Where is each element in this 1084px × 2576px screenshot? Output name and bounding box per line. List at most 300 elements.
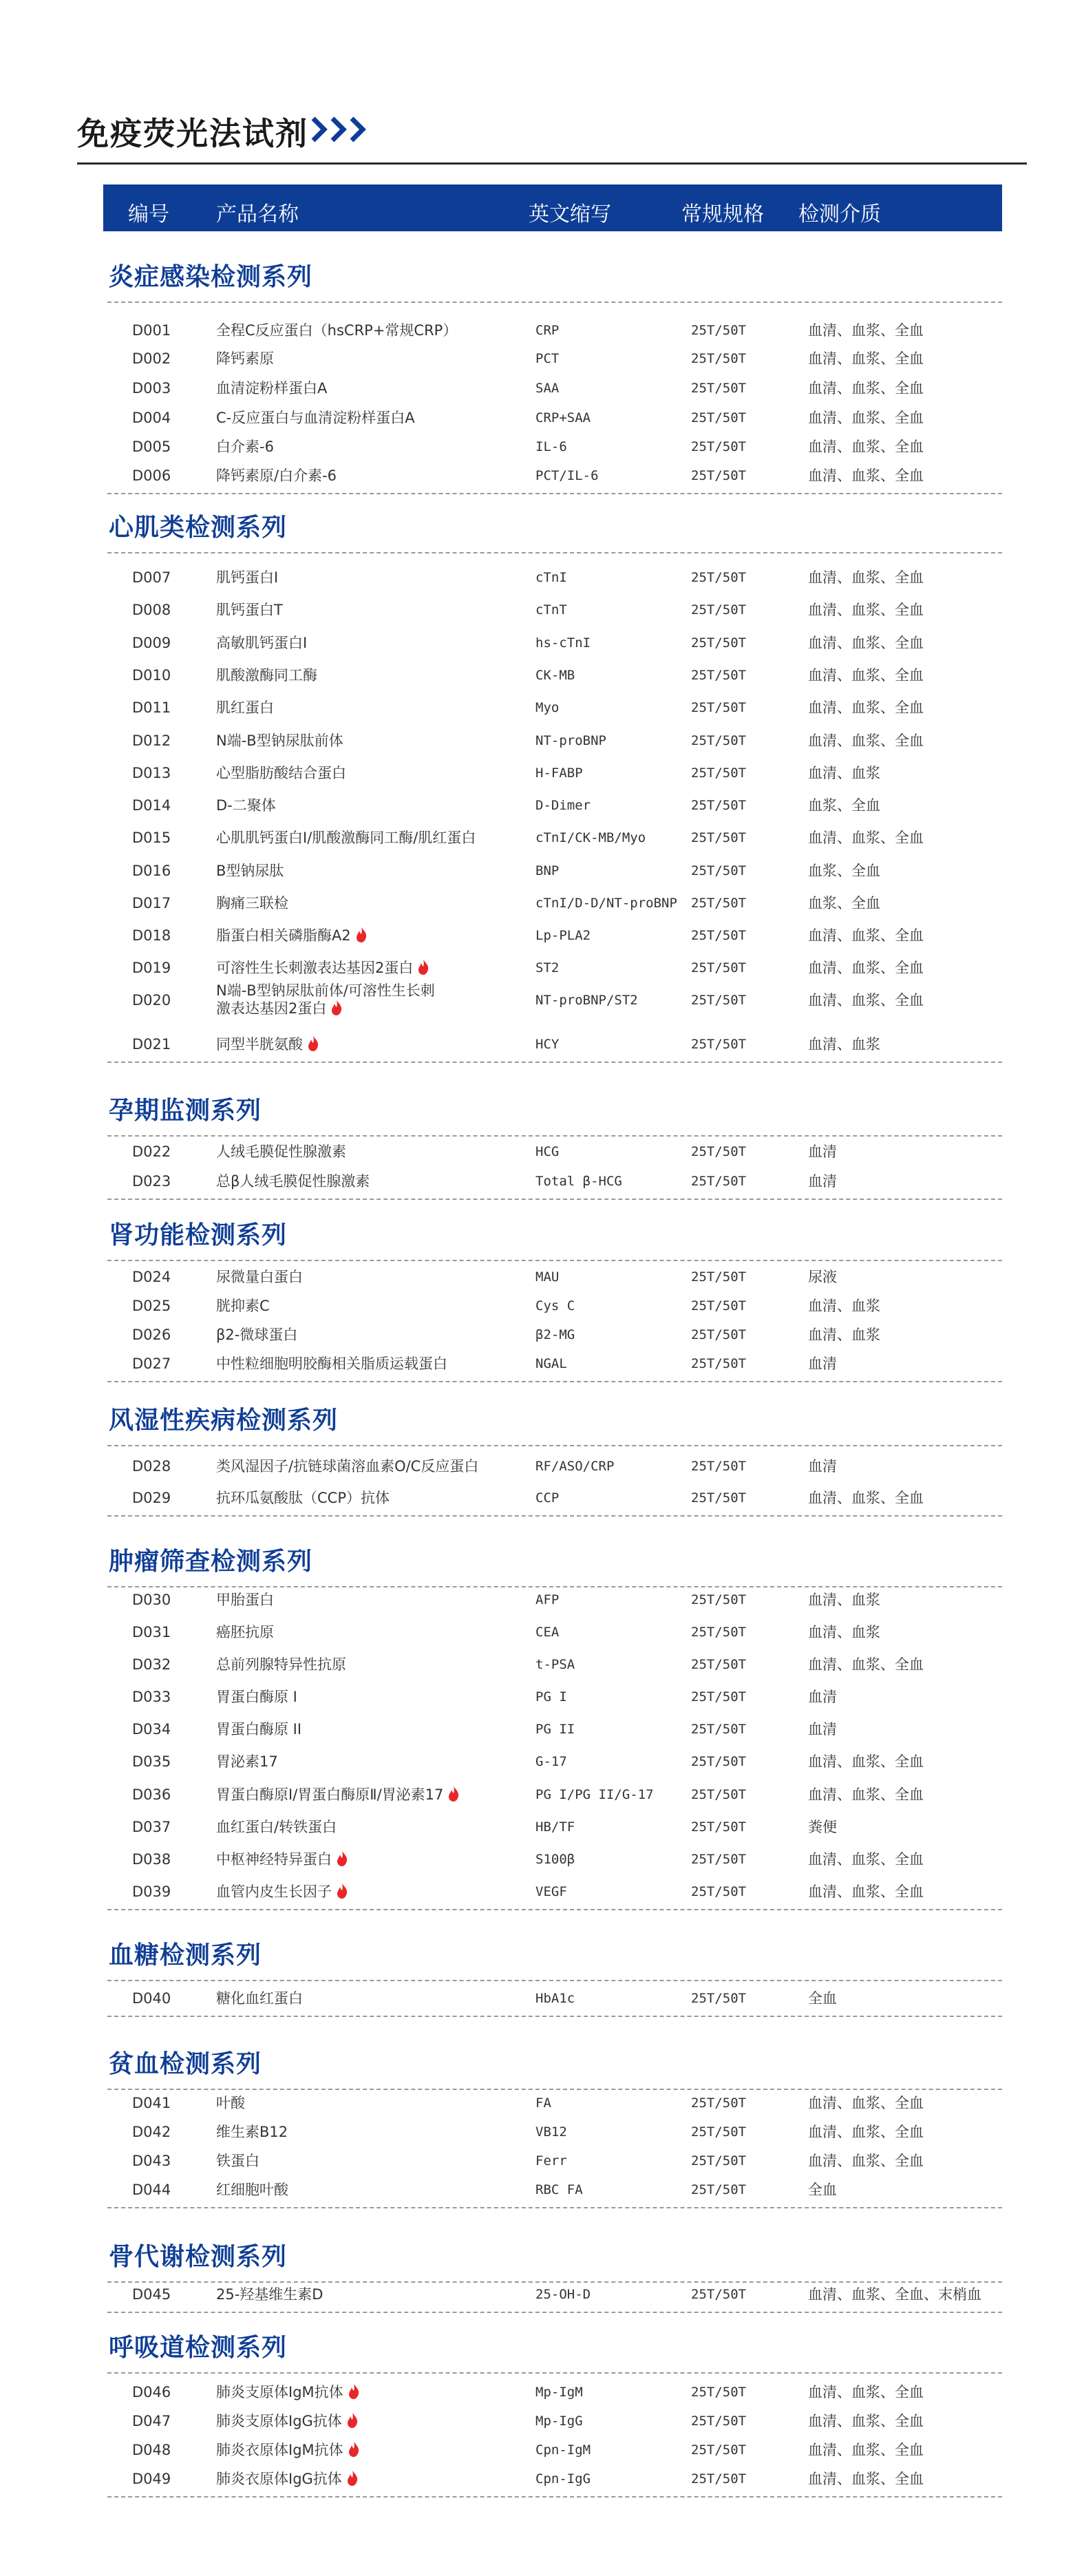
hot-flame-icon bbox=[336, 1883, 348, 1899]
product-spec: 25T/50T bbox=[691, 2471, 747, 2487]
product-abbr: CCP bbox=[535, 1490, 560, 1506]
product-name bbox=[216, 1035, 319, 1053]
product-spec: 25T/50T bbox=[691, 1819, 747, 1835]
product-medium: 血浆、全血 bbox=[808, 797, 880, 814]
product-abbr: Ferr bbox=[535, 2153, 567, 2168]
product-name: 类风湿因子/抗链球菌溶血素O/C反应蛋白 bbox=[216, 1458, 479, 1475]
product-spec: 25T/50T bbox=[691, 1657, 747, 1672]
product-code: D008 bbox=[132, 602, 171, 618]
product-spec: 25T/50T bbox=[691, 1490, 747, 1506]
product-spec: 25T/50T bbox=[691, 1754, 747, 1769]
product-spec: 25T/50T bbox=[691, 2095, 747, 2111]
product-name: 高敏肌钙蛋白I bbox=[216, 635, 308, 651]
product-code: D017 bbox=[132, 895, 171, 911]
product-medium: 血清 bbox=[808, 1689, 837, 1705]
product-abbr: Total β-HCG bbox=[535, 1174, 622, 1189]
product-spec: 25T/50T bbox=[691, 863, 747, 878]
product-code: D041 bbox=[132, 2095, 171, 2111]
chevron-arrows-icon bbox=[311, 116, 366, 143]
product-code: D007 bbox=[132, 569, 171, 586]
product-abbr: CRP bbox=[535, 323, 560, 338]
product-code: D025 bbox=[132, 1298, 171, 1314]
product-name-text: 肺炎衣原体IgM抗体 bbox=[216, 2442, 343, 2458]
dashed-divider bbox=[107, 2089, 1002, 2090]
product-spec: 25T/50T bbox=[691, 2385, 747, 2400]
product-abbr: HCY bbox=[535, 1037, 560, 1052]
section-title: 心肌类检测系列 bbox=[109, 514, 288, 542]
product-name: 血红蛋白/转铁蛋白 bbox=[216, 1819, 337, 1835]
product-medium: 血清、血浆、全血 bbox=[808, 667, 924, 684]
product-abbr: IL-6 bbox=[535, 439, 567, 454]
product-medium: 血清、血浆、全血 bbox=[808, 1786, 924, 1803]
product-abbr: FA bbox=[535, 2095, 551, 2111]
product-code: D047 bbox=[132, 2413, 171, 2429]
product-abbr: HbA1c bbox=[535, 1991, 575, 2006]
header-name: 产品名称 bbox=[216, 202, 299, 226]
product-name-text: 中枢神经特异蛋白 bbox=[216, 1851, 332, 1868]
product-medium: 血清 bbox=[808, 1721, 837, 1738]
product-name: 尿微量白蛋白 bbox=[216, 1269, 303, 1285]
product-code: D040 bbox=[132, 1990, 171, 2007]
product-code: D048 bbox=[132, 2442, 171, 2458]
product-spec: 25T/50T bbox=[691, 468, 747, 483]
product-spec: 25T/50T bbox=[691, 798, 747, 813]
product-medium: 血清、血浆、全血 bbox=[808, 2413, 924, 2429]
product-medium: 血清 bbox=[808, 1173, 837, 1190]
product-name-line2 bbox=[216, 1000, 435, 1017]
product-spec: 25T/50T bbox=[691, 602, 747, 617]
product-name: 白介素-6 bbox=[216, 439, 274, 455]
product-name: 癌胚抗原 bbox=[216, 1624, 274, 1640]
product-code: D021 bbox=[132, 1036, 171, 1053]
product-medium: 血清、血浆 bbox=[808, 1036, 880, 1053]
product-abbr: HCG bbox=[535, 1144, 560, 1159]
product-medium: 血清、血浆 bbox=[808, 1298, 880, 1314]
product-medium: 血清、血浆、全血 bbox=[808, 439, 924, 455]
header-abbr: 英文缩写 bbox=[529, 202, 611, 226]
product-code: D042 bbox=[132, 2124, 171, 2140]
product-medium: 血清、血浆、全血 bbox=[808, 1851, 924, 1868]
product-abbr: H-FABP bbox=[535, 766, 583, 781]
hot-flame-icon bbox=[346, 2412, 359, 2429]
product-abbr: VB12 bbox=[535, 2124, 567, 2140]
product-medium: 血清、血浆、全血 bbox=[808, 602, 924, 618]
product-spec: 25T/50T bbox=[691, 381, 747, 396]
product-name-line2-text: 激表达基因2蛋白 bbox=[216, 1000, 327, 1017]
product-code: D001 bbox=[132, 322, 171, 339]
dashed-divider bbox=[107, 1381, 1002, 1382]
product-code: D002 bbox=[132, 350, 171, 367]
product-medium: 血浆、全血 bbox=[808, 863, 880, 879]
product-abbr: Cys C bbox=[535, 1298, 575, 1313]
product-spec: 25T/50T bbox=[691, 323, 747, 338]
product-code: D004 bbox=[132, 410, 171, 426]
product-name: 胃泌素17 bbox=[216, 1753, 278, 1770]
product-medium: 血清 bbox=[808, 1458, 837, 1475]
product-abbr: NT-proBNP bbox=[535, 733, 606, 748]
product-code: D037 bbox=[132, 1819, 171, 1835]
product-abbr: PG I/PG II/G-17 bbox=[535, 1787, 654, 1802]
dashed-divider bbox=[107, 2372, 1002, 2374]
product-abbr: β2-MG bbox=[535, 1327, 575, 1342]
product-name bbox=[216, 2383, 360, 2401]
hot-flame-icon bbox=[348, 2441, 360, 2458]
product-medium: 血清、血浆、全血 bbox=[808, 732, 924, 749]
product-medium: 血清、血浆、全血 bbox=[808, 410, 924, 426]
product-abbr: PCT/IL-6 bbox=[535, 468, 599, 483]
product-medium: 血清、血浆、全血 bbox=[808, 699, 924, 716]
product-name-text: 肺炎衣原体IgG抗体 bbox=[216, 2471, 342, 2487]
section-title: 孕期监测系列 bbox=[109, 1097, 262, 1125]
product-name: 肌酸激酶同工酶 bbox=[216, 667, 317, 684]
product-abbr: S100β bbox=[535, 1852, 575, 1867]
product-name bbox=[216, 982, 435, 1017]
product-medium: 血清、血浆、全血 bbox=[808, 322, 924, 339]
product-spec: 25T/50T bbox=[691, 1592, 747, 1607]
dashed-divider bbox=[107, 2016, 1002, 2017]
product-name bbox=[216, 1850, 348, 1868]
product-name: 叶酸 bbox=[216, 2095, 245, 2111]
product-code: D032 bbox=[132, 1656, 171, 1673]
product-name: 胱抑素C bbox=[216, 1298, 270, 1314]
hot-flame-icon bbox=[330, 1000, 343, 1016]
hot-flame-icon bbox=[447, 1786, 460, 1802]
dashed-divider bbox=[107, 1062, 1002, 1063]
product-spec: 25T/50T bbox=[691, 1689, 747, 1704]
product-spec: 25T/50T bbox=[691, 410, 747, 425]
product-code: D012 bbox=[132, 732, 171, 749]
product-name bbox=[216, 2441, 360, 2459]
product-code: D038 bbox=[132, 1851, 171, 1868]
product-name: 胃蛋白酶原 I bbox=[216, 1689, 297, 1705]
product-spec: 25T/50T bbox=[691, 1144, 747, 1159]
dashed-divider bbox=[107, 1260, 1002, 1261]
header-medium: 检测介质 bbox=[798, 202, 881, 226]
product-code: D031 bbox=[132, 1624, 171, 1640]
product-spec: 25T/50T bbox=[691, 993, 747, 1008]
product-spec: 25T/50T bbox=[691, 1269, 747, 1285]
dashed-divider bbox=[107, 552, 1002, 553]
product-spec: 25T/50T bbox=[691, 2442, 747, 2458]
product-medium: 血清、血浆、全血 bbox=[808, 830, 924, 846]
product-code: D009 bbox=[132, 635, 171, 651]
product-medium: 血清、血浆、全血 bbox=[808, 2471, 924, 2487]
dashed-divider bbox=[107, 302, 1002, 303]
product-code: D045 bbox=[132, 2286, 171, 2303]
product-code: D034 bbox=[132, 1721, 171, 1738]
product-medium: 尿液 bbox=[808, 1269, 837, 1285]
product-code: D013 bbox=[132, 765, 171, 781]
product-spec: 25T/50T bbox=[691, 1459, 747, 1474]
product-spec: 25T/50T bbox=[691, 700, 747, 715]
product-abbr: Mp-IgM bbox=[535, 2385, 583, 2400]
product-medium: 血清、血浆、全血 bbox=[808, 350, 924, 367]
hot-flame-icon bbox=[417, 959, 429, 975]
product-abbr: NGAL bbox=[535, 1356, 567, 1371]
product-name bbox=[216, 927, 368, 944]
product-name: 肌钙蛋白I bbox=[216, 569, 279, 586]
product-abbr: 25-OH-D bbox=[535, 2287, 591, 2302]
product-abbr: RBC FA bbox=[535, 2182, 583, 2197]
section-title: 骨代谢检测系列 bbox=[109, 2243, 288, 2271]
dashed-divider bbox=[107, 2312, 1002, 2313]
product-name-text: 胃蛋白酶原Ⅰ/胃蛋白酶原Ⅱ/胃泌素17 bbox=[216, 1786, 444, 1803]
section-title: 肾功能检测系列 bbox=[109, 1221, 288, 1249]
product-name: 血清淀粉样蛋白A bbox=[216, 380, 328, 397]
product-code: D036 bbox=[132, 1786, 171, 1803]
product-code: D030 bbox=[132, 1592, 171, 1608]
product-medium: 血清、血浆、全血 bbox=[808, 380, 924, 397]
product-name: 铁蛋白 bbox=[216, 2153, 259, 2169]
product-name: 胸痛三联检 bbox=[216, 895, 288, 911]
product-code: D006 bbox=[132, 467, 171, 484]
product-medium: 血清、血浆、全血 bbox=[808, 1490, 924, 1506]
product-name-text: 脂蛋白相关磷脂酶A2 bbox=[216, 927, 351, 944]
hot-flame-icon bbox=[336, 1850, 348, 1867]
product-name: 降钙素原/白介素-6 bbox=[216, 467, 337, 484]
section-title: 血糖检测系列 bbox=[109, 1941, 262, 1970]
product-spec: 25T/50T bbox=[691, 1787, 747, 1802]
product-code: D035 bbox=[132, 1753, 171, 1770]
product-spec: 25T/50T bbox=[691, 1625, 747, 1640]
product-code: D029 bbox=[132, 1490, 171, 1506]
product-name: 人绒毛膜促性腺激素 bbox=[216, 1143, 346, 1160]
dashed-divider bbox=[107, 1586, 1002, 1587]
product-abbr: CEA bbox=[535, 1625, 560, 1640]
product-name: 维生素B12 bbox=[216, 2124, 288, 2140]
product-spec: 25T/50T bbox=[691, 1884, 747, 1899]
product-abbr: RF/ASO/CRP bbox=[535, 1459, 615, 1474]
product-spec: 25T/50T bbox=[691, 1327, 747, 1342]
product-name: 中性粒细胞明胶酶相关脂质运载蛋白 bbox=[216, 1355, 447, 1372]
product-name: 心型脂肪酸结合蛋白 bbox=[216, 765, 346, 781]
product-abbr: ST2 bbox=[535, 960, 560, 975]
product-code: D022 bbox=[132, 1143, 171, 1160]
product-medium: 全血 bbox=[808, 2182, 837, 2198]
product-abbr: NT-proBNP/ST2 bbox=[535, 993, 638, 1008]
product-abbr: cTnI bbox=[535, 570, 567, 585]
product-abbr: Myo bbox=[535, 700, 560, 715]
product-name-text: 可溶性生长刺激表达基因2蛋白 bbox=[216, 960, 414, 976]
dashed-divider bbox=[107, 1980, 1002, 1981]
product-abbr: CK-MB bbox=[535, 668, 575, 683]
product-spec: 25T/50T bbox=[691, 570, 747, 585]
product-name: 胃蛋白酶原 II bbox=[216, 1721, 302, 1738]
section-title: 炎症感染检测系列 bbox=[109, 263, 313, 291]
product-name: 降钙素原 bbox=[216, 350, 274, 367]
product-medium: 血清、血浆、全血、末梢血 bbox=[808, 2286, 981, 2303]
title-divider bbox=[77, 162, 1027, 165]
product-spec: 25T/50T bbox=[691, 960, 747, 975]
product-spec: 25T/50T bbox=[691, 2182, 747, 2197]
product-medium: 血清 bbox=[808, 1355, 837, 1372]
product-medium: 血清、血浆、全血 bbox=[808, 927, 924, 944]
product-name: 全程C反应蛋白（hsCRP+常规CRP） bbox=[216, 322, 458, 339]
page-title: 免疫荧光法试剂 bbox=[77, 115, 308, 152]
product-spec: 25T/50T bbox=[691, 668, 747, 683]
product-abbr: D-Dimer bbox=[535, 798, 591, 813]
dashed-divider bbox=[107, 1135, 1002, 1137]
product-medium: 血清、血浆、全血 bbox=[808, 2153, 924, 2169]
dashed-divider bbox=[107, 1515, 1002, 1517]
product-abbr: PCT bbox=[535, 351, 560, 366]
header-code: 编号 bbox=[128, 202, 169, 226]
dashed-divider bbox=[107, 2496, 1002, 2498]
product-medium: 血清、血浆 bbox=[808, 765, 880, 781]
product-abbr: VEGF bbox=[535, 1884, 567, 1899]
product-medium: 血清、血浆 bbox=[808, 1624, 880, 1640]
section-title: 呼吸道检测系列 bbox=[109, 2334, 288, 2362]
product-abbr: SAA bbox=[535, 381, 560, 396]
product-name: 心肌肌钙蛋白I/肌酸激酶同工酶/肌红蛋白 bbox=[216, 830, 476, 846]
product-spec: 25T/50T bbox=[691, 2414, 747, 2429]
product-abbr: BNP bbox=[535, 863, 560, 878]
product-name-text: 肺炎支原体IgG抗体 bbox=[216, 2413, 342, 2429]
table-header bbox=[103, 184, 1002, 231]
product-spec: 25T/50T bbox=[691, 830, 747, 845]
product-name: 糖化血红蛋白 bbox=[216, 1990, 303, 2007]
product-code: D020 bbox=[132, 992, 171, 1009]
product-code: D024 bbox=[132, 1269, 171, 1285]
product-code: D044 bbox=[132, 2182, 171, 2198]
product-name: 总前列腺特异性抗原 bbox=[216, 1656, 346, 1673]
product-name: 25-羟基维生素D bbox=[216, 2286, 323, 2303]
hot-flame-icon bbox=[348, 2383, 360, 2400]
product-abbr: G-17 bbox=[535, 1754, 567, 1769]
product-abbr: Mp-IgG bbox=[535, 2414, 583, 2429]
product-code: D027 bbox=[132, 1355, 171, 1372]
product-code: D043 bbox=[132, 2153, 171, 2169]
product-abbr: cTnI/D-D/NT-proBNP bbox=[535, 896, 677, 911]
section-title: 贫血检测系列 bbox=[109, 2050, 262, 2078]
product-medium: 血清、血浆 bbox=[808, 1327, 880, 1343]
product-code: D016 bbox=[132, 863, 171, 879]
product-abbr: MAU bbox=[535, 1269, 560, 1285]
product-medium: 血清、血浆、全血 bbox=[808, 992, 924, 1009]
product-spec: 25T/50T bbox=[691, 2124, 747, 2140]
product-spec: 25T/50T bbox=[691, 1852, 747, 1867]
product-name: β2-微球蛋白 bbox=[216, 1327, 298, 1343]
product-abbr: Cpn-IgG bbox=[535, 2471, 591, 2487]
dashed-divider bbox=[107, 1909, 1002, 1910]
product-spec: 25T/50T bbox=[691, 1298, 747, 1313]
product-name: N端-B型钠尿肽前体 bbox=[216, 732, 343, 749]
product-code: D010 bbox=[132, 667, 171, 684]
dashed-divider bbox=[107, 2207, 1002, 2208]
product-spec: 25T/50T bbox=[691, 733, 747, 748]
product-abbr: HB/TF bbox=[535, 1819, 575, 1835]
product-name-text: 同型半胱氨酸 bbox=[216, 1036, 303, 1053]
product-abbr: CRP+SAA bbox=[535, 410, 591, 425]
product-abbr: PG I bbox=[535, 1689, 567, 1704]
product-abbr: hs-cTnI bbox=[535, 635, 591, 651]
product-abbr: Lp-PLA2 bbox=[535, 928, 591, 943]
product-name: 肌红蛋白 bbox=[216, 699, 274, 716]
product-code: D005 bbox=[132, 439, 171, 455]
product-medium: 血清、血浆、全血 bbox=[808, 2442, 924, 2458]
product-name: 总β人绒毛膜促性腺激素 bbox=[216, 1173, 370, 1190]
product-spec: 25T/50T bbox=[691, 2153, 747, 2168]
product-abbr: AFP bbox=[535, 1592, 560, 1607]
product-medium: 血清、血浆、全血 bbox=[808, 635, 924, 651]
product-spec: 25T/50T bbox=[691, 1037, 747, 1052]
product-name: D-二聚体 bbox=[216, 797, 276, 814]
product-name bbox=[216, 2412, 359, 2430]
product-name bbox=[216, 1786, 460, 1804]
product-code: D011 bbox=[132, 699, 171, 716]
product-medium: 血清、血浆、全血 bbox=[808, 1883, 924, 1900]
product-name-text: 血管内皮生长因子 bbox=[216, 1883, 332, 1900]
product-spec: 25T/50T bbox=[691, 1722, 747, 1737]
dashed-divider bbox=[107, 1199, 1002, 1200]
hot-flame-icon bbox=[346, 2470, 359, 2487]
product-medium: 血清、血浆、全血 bbox=[808, 960, 924, 976]
product-name bbox=[216, 959, 429, 977]
product-medium: 血清、血浆、全血 bbox=[808, 467, 924, 484]
product-spec: 25T/50T bbox=[691, 351, 747, 366]
header-spec: 常规规格 bbox=[681, 202, 764, 226]
product-code: D018 bbox=[132, 927, 171, 944]
product-code: D026 bbox=[132, 1327, 171, 1343]
product-medium: 血清、血浆、全血 bbox=[808, 2384, 924, 2400]
product-code: D023 bbox=[132, 1173, 171, 1190]
product-code: D014 bbox=[132, 797, 171, 814]
dashed-divider bbox=[107, 2281, 1002, 2283]
section-title: 肿瘤筛查检测系列 bbox=[109, 1548, 313, 1576]
product-name: 甲胎蛋白 bbox=[216, 1592, 274, 1608]
product-name bbox=[216, 1883, 348, 1901]
hot-flame-icon bbox=[307, 1035, 319, 1052]
product-code: D003 bbox=[132, 380, 171, 397]
product-spec: 25T/50T bbox=[691, 1991, 747, 2006]
product-name: 红细胞叶酸 bbox=[216, 2182, 288, 2198]
product-code: D019 bbox=[132, 960, 171, 976]
product-name: 抗环瓜氨酸肽（CCP）抗体 bbox=[216, 1490, 390, 1506]
product-code: D039 bbox=[132, 1883, 171, 1900]
product-abbr: cTnI/CK-MB/Myo bbox=[535, 830, 646, 845]
section-title: 风湿性疾病检测系列 bbox=[109, 1406, 339, 1435]
product-spec: 25T/50T bbox=[691, 1356, 747, 1371]
product-medium: 血清、血浆、全血 bbox=[808, 1656, 924, 1673]
product-name: B型钠尿肽 bbox=[216, 863, 284, 879]
product-name-line1: N端-B型钠尿肽前体/可溶性生长刺 bbox=[216, 982, 435, 999]
product-name: 肌钙蛋白T bbox=[216, 602, 283, 618]
product-code: D046 bbox=[132, 2384, 171, 2400]
product-medium: 血清、血浆、全血 bbox=[808, 2095, 924, 2111]
product-medium: 粪便 bbox=[808, 1819, 837, 1835]
product-spec: 25T/50T bbox=[691, 635, 747, 651]
product-medium: 全血 bbox=[808, 1990, 837, 2007]
product-medium: 血清、血浆 bbox=[808, 1592, 880, 1608]
product-spec: 25T/50T bbox=[691, 439, 747, 454]
product-abbr: Cpn-IgM bbox=[535, 2442, 591, 2458]
product-code: D033 bbox=[132, 1689, 171, 1705]
product-abbr: PG II bbox=[535, 1722, 575, 1737]
product-spec: 25T/50T bbox=[691, 1174, 747, 1189]
product-spec: 25T/50T bbox=[691, 896, 747, 911]
product-spec: 25T/50T bbox=[691, 2287, 747, 2302]
product-code: D028 bbox=[132, 1458, 171, 1475]
product-name bbox=[216, 2470, 359, 2488]
product-medium: 血清、血浆、全血 bbox=[808, 569, 924, 586]
product-name-text: 肺炎支原体IgM抗体 bbox=[216, 2384, 343, 2400]
product-spec: 25T/50T bbox=[691, 928, 747, 943]
product-abbr: t-PSA bbox=[535, 1657, 575, 1672]
hot-flame-icon bbox=[355, 927, 368, 943]
product-code: D049 bbox=[132, 2471, 171, 2487]
product-medium: 血清、血浆、全血 bbox=[808, 1753, 924, 1770]
product-medium: 血清、血浆、全血 bbox=[808, 2124, 924, 2140]
